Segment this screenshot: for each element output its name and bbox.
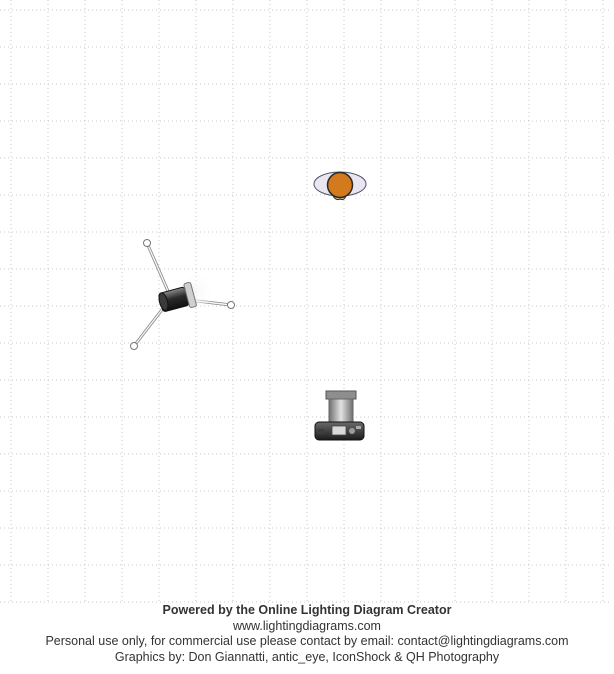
credits-text: Graphics by: Don Giannatti, antic_eye, IconShock & QH Photography xyxy=(114,649,500,664)
strobe-light-icon[interactable] xyxy=(155,270,220,316)
powered-by-text: Powered by the Online Lighting Diagram Creator xyxy=(162,603,452,617)
footer xyxy=(0,603,614,665)
camera-icon[interactable] xyxy=(315,391,364,440)
subject-head-icon[interactable] xyxy=(314,172,366,200)
website-link[interactable]: www.lightingdiagrams.com xyxy=(233,618,381,633)
license-text: Personal use only, for commercial use please contact by email: contact@lightingdiagrams.com xyxy=(45,634,569,648)
